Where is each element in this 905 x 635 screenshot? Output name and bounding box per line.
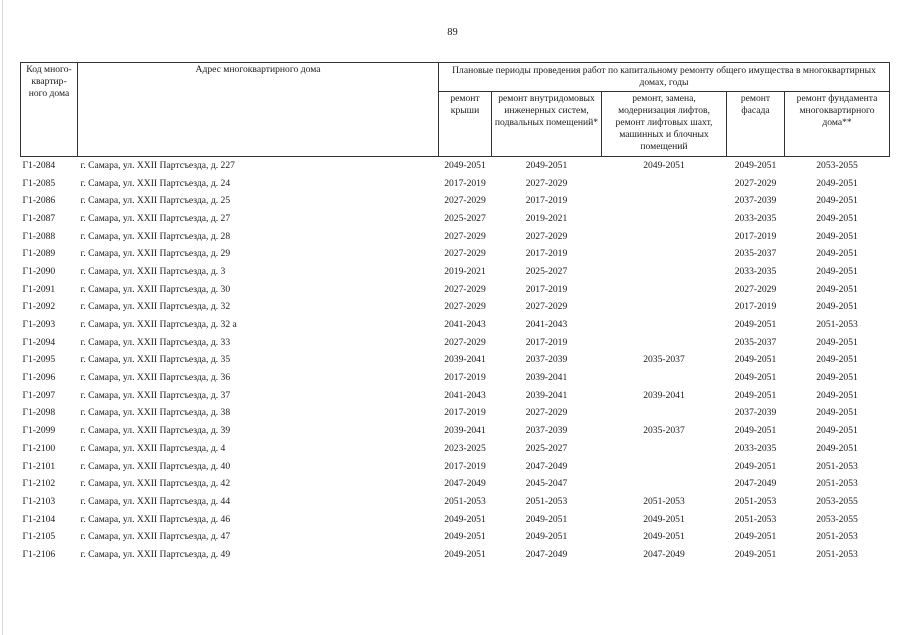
cell-code: Г1-2091 [22, 283, 56, 295]
cell-systems: 2025-2027 [525, 265, 568, 277]
cell-foundation: 2049-2051 [816, 177, 858, 189]
table-row [21, 422, 890, 440]
cell-code: Г1-2101 [22, 460, 56, 472]
cell-systems: 2039-2041 [525, 389, 568, 401]
cell-foundation: 2049-2051 [816, 425, 858, 437]
cell-roof: 2039-2041 [444, 354, 486, 366]
table-row [21, 210, 890, 228]
table-row [21, 316, 890, 334]
table-row [21, 546, 890, 564]
cell-lifts [602, 228, 727, 246]
cell-address: г. Самара, ул. XXII Партсъезда, д. 46 [80, 513, 231, 525]
cell-address: г. Самара, ул. XXII Партсъезда, д. 37 [80, 389, 231, 401]
cell-address: г. Самара, ул. XXII Партсъезда, д. 25 [80, 195, 231, 207]
cell-code: Г1-2087 [22, 212, 56, 224]
cell-lifts [602, 334, 727, 352]
cell-lifts [602, 458, 727, 476]
cell-foundation: 2049-2051 [816, 336, 858, 348]
cell-lifts: 2049-2051 [643, 513, 685, 525]
header-facade: ремонт фасада [727, 92, 785, 157]
cell-code: Г1-2088 [22, 230, 56, 242]
cell-facade: 2049-2051 [734, 425, 777, 437]
cell-facade: 2037-2039 [734, 407, 777, 419]
cell-code: Г1-2100 [22, 442, 56, 454]
table-row [21, 281, 890, 299]
cell-roof: 2027-2029 [444, 195, 486, 207]
cell-facade: 2049-2051 [734, 460, 777, 472]
cell-foundation: 2049-2051 [816, 372, 858, 384]
cell-lifts [602, 263, 727, 281]
cell-systems: 2051-2053 [525, 495, 568, 507]
cell-roof: 2041-2043 [444, 319, 486, 331]
cell-facade: 2037-2039 [734, 195, 777, 207]
table-row [21, 440, 890, 458]
cell-foundation: 2053-2055 [816, 495, 858, 507]
cell-address: г. Самара, ул. XXII Партсъезда, д. 36 [80, 372, 231, 384]
cell-systems: 2049-2051 [525, 513, 568, 525]
cell-systems: 2041-2043 [525, 319, 568, 331]
cell-systems: 2027-2029 [525, 301, 568, 313]
cell-lifts: 2049-2051 [602, 157, 727, 175]
cell-roof: 2019-2021 [444, 265, 486, 277]
cell-code: Г1-2084 [21, 157, 78, 175]
cell-code: Г1-2095 [22, 354, 56, 366]
cell-lifts [602, 192, 727, 210]
cell-address: г. Самара, ул. XXII Партсъезда, д. 227 [78, 157, 439, 175]
cell-lifts: 2047-2049 [643, 548, 685, 560]
cell-roof: 2047-2049 [444, 478, 486, 490]
cell-roof: 2039-2041 [444, 425, 486, 437]
table-row [21, 369, 890, 387]
cell-foundation: 2049-2051 [816, 248, 858, 260]
cell-lifts [602, 440, 727, 458]
cell-systems: 2017-2019 [525, 283, 568, 295]
cell-foundation: 2053-2055 [816, 513, 858, 525]
capital-repair-table [20, 62, 890, 564]
cell-lifts: 2051-2053 [643, 495, 685, 507]
cell-roof: 2027-2029 [444, 301, 486, 313]
cell-facade: 2047-2049 [734, 478, 777, 490]
cell-code: Г1-2086 [22, 195, 56, 207]
cell-code: Г1-2085 [22, 177, 56, 189]
table-row [21, 192, 890, 210]
cell-roof: 2027-2029 [444, 248, 486, 260]
cell-address: г. Самара, ул. XXII Партсъезда, д. 32 [80, 301, 231, 313]
cell-facade: 2027-2029 [734, 177, 777, 189]
cell-address: г. Самара, ул. XXII Партсъезда, д. 4 [80, 442, 226, 454]
cell-facade: 2049-2051 [734, 372, 777, 384]
cell-roof: 2017-2019 [444, 372, 486, 384]
cell-roof: 2027-2029 [444, 230, 486, 242]
cell-foundation: 2049-2051 [816, 389, 858, 401]
table-row [21, 263, 890, 281]
cell-systems: 2025-2027 [525, 442, 568, 454]
cell-foundation: 2049-2051 [816, 407, 858, 419]
cell-foundation: 2049-2051 [816, 265, 858, 277]
cell-lifts: 2039-2041 [643, 389, 685, 401]
cell-address: г. Самара, ул. XXII Партсъезда, д. 3 [80, 265, 226, 277]
table-row [21, 157, 890, 175]
cell-address: г. Самара, ул. XXII Партсъезда, д. 28 [80, 230, 231, 242]
cell-lifts [602, 316, 727, 334]
cell-address: г. Самара, ул. XXII Партсъезда, д. 40 [80, 460, 231, 472]
cell-code: Г1-2093 [22, 319, 56, 331]
table-row [21, 493, 890, 511]
cell-facade: 2033-2035 [734, 442, 777, 454]
cell-foundation: 2049-2051 [816, 301, 858, 313]
cell-address: г. Самара, ул. XXII Партсъезда, д. 32 а [80, 319, 237, 331]
cell-systems: 2017-2019 [525, 336, 568, 348]
cell-roof: 2017-2019 [444, 460, 486, 472]
table-header [21, 63, 890, 157]
table-row [21, 299, 890, 317]
table-row [21, 458, 890, 476]
table-row [21, 511, 890, 529]
cell-address: г. Самара, ул. XXII Партсъезда, д. 24 [80, 177, 231, 189]
cell-address: г. Самара, ул. XXII Партсъезда, д. 44 [80, 495, 231, 507]
cell-code: Г1-2102 [22, 478, 56, 490]
cell-lifts [602, 245, 727, 263]
cell-address: г. Самара, ул. XXII Партсъезда, д. 38 [80, 407, 231, 419]
cell-lifts [602, 299, 727, 317]
header-address: Адрес многоквартирного дома [78, 63, 439, 157]
cell-address: г. Самара, ул. XXII Партсъезда, д. 39 [80, 425, 231, 437]
cell-roof: 2017-2019 [444, 407, 486, 419]
cell-systems: 2019-2021 [525, 212, 568, 224]
cell-code: Г1-2097 [22, 389, 56, 401]
cell-lifts: 2035-2037 [643, 354, 685, 366]
cell-lifts: 2049-2051 [643, 531, 685, 543]
cell-code: Г1-2106 [22, 548, 56, 560]
cell-code: Г1-2104 [22, 513, 56, 525]
cell-address: г. Самара, ул. XXII Партсъезда, д. 49 [80, 548, 231, 560]
table-row [21, 475, 890, 493]
cell-facade: 2017-2019 [734, 301, 777, 313]
page-number: 89 [447, 27, 458, 38]
cell-facade: 2049-2051 [734, 319, 777, 331]
cell-facade: 2033-2035 [734, 265, 777, 277]
cell-foundation: 2051-2053 [816, 548, 858, 560]
page-edge [2, 0, 3, 635]
cell-systems: 2049-2051 [492, 157, 602, 175]
cell-systems: 2027-2029 [525, 230, 568, 242]
cell-lifts [602, 475, 727, 493]
cell-roof: 2049-2051 [444, 531, 486, 543]
cell-facade: 2049-2051 [734, 389, 777, 401]
cell-facade: 2051-2053 [734, 513, 777, 525]
cell-systems: 2017-2019 [525, 195, 568, 207]
cell-lifts [602, 175, 727, 193]
cell-facade: 2017-2019 [734, 230, 777, 242]
cell-code: Г1-2098 [22, 407, 56, 419]
cell-facade: 2027-2029 [734, 283, 777, 295]
cell-systems: 2049-2051 [525, 531, 568, 543]
cell-roof: 2025-2027 [444, 212, 486, 224]
table-row [21, 352, 890, 370]
cell-facade: 2049-2051 [734, 531, 777, 543]
cell-foundation: 2051-2053 [816, 478, 858, 490]
cell-facade: 2035-2037 [734, 336, 777, 348]
cell-lifts [602, 210, 727, 228]
cell-systems: 2039-2041 [525, 372, 568, 384]
cell-roof: 2017-2019 [444, 177, 486, 189]
cell-address: г. Самара, ул. XXII Партсъезда, д. 30 [80, 283, 231, 295]
cell-foundation: 2051-2053 [816, 531, 858, 543]
table-row [21, 228, 890, 246]
cell-facade: 2051-2053 [734, 495, 777, 507]
cell-roof: 2049-2051 [444, 513, 486, 525]
cell-foundation: 2051-2053 [816, 460, 858, 472]
cell-foundation: 2051-2053 [816, 319, 858, 331]
table-row [21, 245, 890, 263]
cell-facade: 2033-2035 [734, 212, 777, 224]
cell-address: г. Самара, ул. XXII Партсъезда, д. 42 [80, 478, 231, 490]
header-periods: Плановые периоды проведения работ по капитальному ремонту общего имущества в многоквартирных домах, годы [439, 63, 890, 92]
cell-lifts: 2035-2037 [643, 425, 685, 437]
cell-roof: 2027-2029 [444, 283, 486, 295]
cell-roof: 2041-2043 [444, 389, 486, 401]
cell-code: Г1-2103 [22, 495, 56, 507]
cell-systems: 2027-2029 [525, 177, 568, 189]
cell-facade: 2035-2037 [734, 248, 777, 260]
cell-address: г. Самара, ул. XXII Партсъезда, д. 35 [80, 354, 231, 366]
cell-systems: 2037-2039 [525, 425, 568, 437]
cell-foundation: 2049-2051 [816, 195, 858, 207]
cell-code: Г1-2096 [22, 372, 56, 384]
cell-foundation: 2053-2055 [785, 157, 890, 175]
cell-address: г. Самара, ул. XXII Партсъезда, д. 33 [80, 336, 231, 348]
cell-facade: 2049-2051 [727, 157, 785, 175]
cell-roof: 2023-2025 [444, 442, 486, 454]
cell-address: г. Самара, ул. XXII Партсъезда, д. 47 [80, 531, 231, 543]
cell-roof: 2051-2053 [444, 495, 486, 507]
cell-code: Г1-2105 [22, 531, 56, 543]
cell-lifts [602, 281, 727, 299]
table-row [21, 175, 890, 193]
cell-foundation: 2049-2051 [816, 283, 858, 295]
cell-lifts [602, 405, 727, 423]
cell-code: Г1-2092 [22, 301, 56, 313]
cell-foundation: 2049-2051 [816, 442, 858, 454]
cell-code: Г1-2094 [22, 336, 56, 348]
cell-roof: 2027-2029 [444, 336, 486, 348]
cell-foundation: 2049-2051 [816, 230, 858, 242]
cell-systems: 2017-2019 [525, 248, 568, 260]
cell-code: Г1-2089 [22, 248, 56, 260]
cell-foundation: 2049-2051 [816, 212, 858, 224]
cell-systems: 2045-2047 [525, 478, 568, 490]
cell-systems: 2047-2049 [525, 460, 568, 472]
table-row [21, 387, 890, 405]
cell-code: Г1-2099 [22, 425, 56, 437]
header-foundation: ремонт фундамента многоквартирного дома** [785, 92, 890, 157]
header-systems: ремонт внутридомовых инженерных систем, подвальных помещений* [492, 92, 602, 157]
cell-facade: 2049-2051 [734, 548, 777, 560]
cell-address: г. Самара, ул. XXII Партсъезда, д. 27 [80, 212, 231, 224]
cell-systems: 2037-2039 [525, 354, 568, 366]
cell-systems: 2027-2029 [525, 407, 568, 419]
cell-systems: 2047-2049 [525, 548, 568, 560]
header-lifts: ремонт, замена, модернизация лифтов, ремонт лифтовых шахт, машинных и блочных помещений [602, 92, 727, 157]
table-row [21, 405, 890, 423]
cell-lifts [602, 369, 727, 387]
cell-roof: 2049-2051 [439, 157, 492, 175]
header-roof: ремонт крыши [439, 92, 492, 157]
cell-facade: 2049-2051 [734, 354, 777, 366]
cell-address: г. Самара, ул. XXII Партсъезда, д. 29 [80, 248, 231, 260]
header-code: Код много-квартир-ного дома [21, 63, 78, 157]
cell-foundation: 2049-2051 [816, 354, 858, 366]
cell-roof: 2049-2051 [444, 548, 486, 560]
table-body [21, 157, 890, 564]
table-row [21, 334, 890, 352]
table-row [21, 528, 890, 546]
cell-code: Г1-2090 [22, 265, 56, 277]
